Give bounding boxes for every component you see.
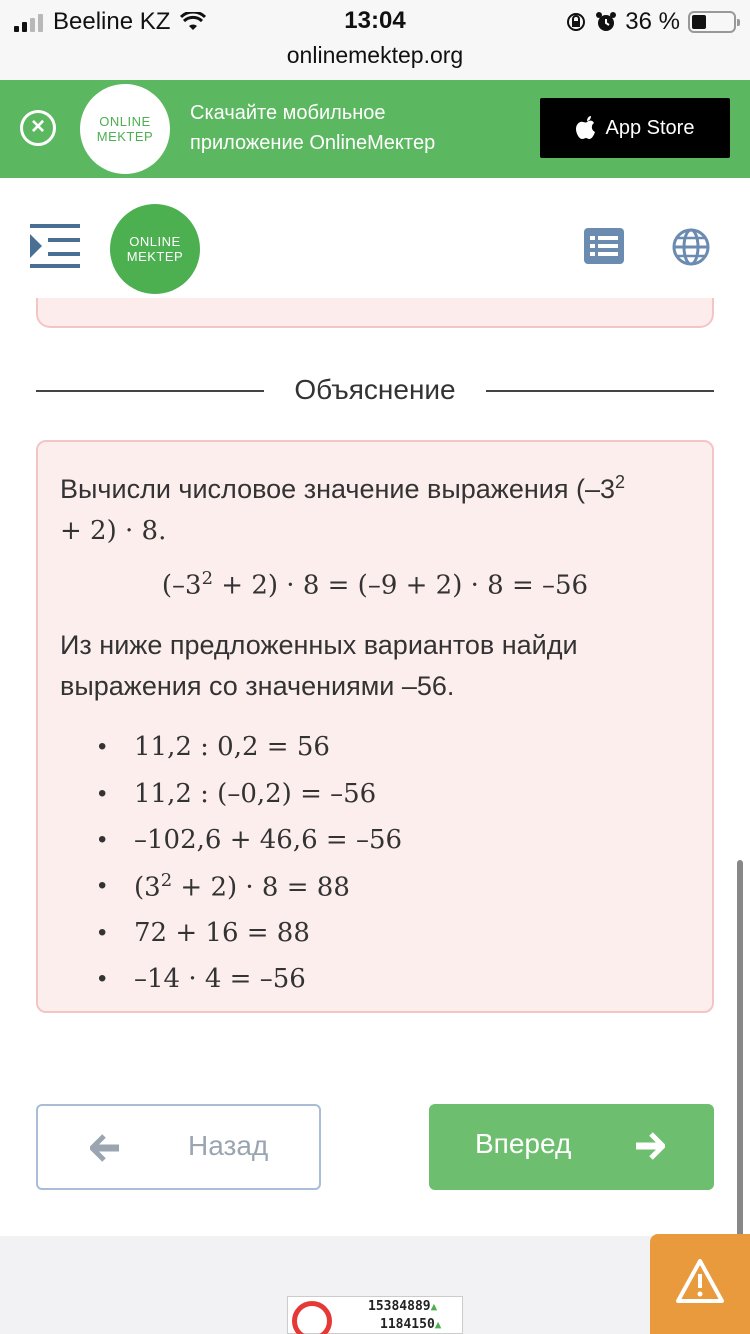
option-part-a: (3 bbox=[134, 872, 161, 903]
menu-icon[interactable] bbox=[30, 222, 80, 270]
back-button[interactable] bbox=[36, 1104, 321, 1190]
visit-counter bbox=[287, 1296, 463, 1334]
task-text: Вычисли числовое значение выражения (–3 bbox=[60, 474, 616, 504]
explanation-task bbox=[60, 462, 690, 552]
battery-icon bbox=[688, 11, 736, 33]
list-item bbox=[98, 770, 658, 816]
warning-icon bbox=[675, 1258, 725, 1304]
report-button[interactable] bbox=[650, 1234, 750, 1334]
divider-right bbox=[486, 390, 714, 392]
app-store-button[interactable] bbox=[540, 98, 730, 158]
back-label: Назад bbox=[188, 1130, 269, 1161]
list-item bbox=[98, 724, 658, 770]
list-item bbox=[98, 817, 658, 863]
formula-exponent: 2 bbox=[201, 568, 214, 589]
option-part-b: + 2) · 8 = 88 bbox=[172, 872, 350, 903]
formula-part-b: + 2) · 8 = (–9 + 2) · 8 = –56 bbox=[213, 570, 589, 601]
counter-value2: 1184150 bbox=[380, 1317, 435, 1332]
carrier-name: Beeline KZ bbox=[53, 8, 171, 35]
status-bar bbox=[0, 0, 750, 80]
list-item bbox=[98, 863, 658, 909]
explanation-box bbox=[36, 440, 714, 1013]
promo-text-line2: приложение OnlineMeктep bbox=[190, 132, 436, 154]
solution-formula bbox=[38, 568, 712, 601]
main-content bbox=[0, 318, 750, 1236]
logo-line2: MEKTEP bbox=[96, 129, 154, 144]
promo-text bbox=[190, 98, 510, 158]
logo-line1: ONLINE bbox=[99, 114, 151, 129]
app-promo-banner bbox=[0, 80, 750, 178]
clock: 13:04 bbox=[344, 7, 406, 34]
logo-line2: MEKTEP bbox=[126, 249, 184, 264]
battery-percent: 36 % bbox=[625, 8, 680, 35]
task-exponent: 2 bbox=[615, 472, 626, 492]
next-button[interactable] bbox=[429, 1104, 714, 1190]
apple-icon bbox=[576, 115, 598, 141]
list-icon[interactable] bbox=[584, 228, 624, 264]
alarm-icon bbox=[595, 11, 617, 33]
formula-part-a: (–3 bbox=[161, 570, 202, 601]
option-text: • –102,6 + 46,6 = –56 bbox=[134, 824, 403, 855]
section-title: Объяснение bbox=[294, 374, 456, 405]
site-header bbox=[0, 178, 750, 318]
answer-options-list bbox=[98, 724, 658, 1002]
task-math: + 2) · 8. bbox=[60, 516, 167, 546]
option-text: • 11,2 : (–0,2) = –56 bbox=[134, 778, 377, 809]
promo-logo bbox=[80, 84, 170, 174]
site-logo[interactable] bbox=[110, 204, 200, 294]
option-text: • –14 · 4 = –56 bbox=[134, 964, 306, 995]
counter-line1: 15384889▲ bbox=[368, 1299, 438, 1314]
logo-line1: ONLINE bbox=[129, 234, 181, 249]
option-exponent: 2 bbox=[160, 870, 173, 892]
status-right bbox=[565, 8, 736, 36]
next-label: Вперед bbox=[475, 1128, 572, 1159]
option-text: • 11,2 : 0,2 = 56 bbox=[134, 732, 330, 763]
divider-left bbox=[36, 390, 264, 392]
scrollbar[interactable] bbox=[737, 860, 743, 1240]
url-bar[interactable]: onlinemektep.org bbox=[286, 42, 464, 68]
list-item bbox=[98, 910, 658, 956]
rotation-lock-icon bbox=[565, 11, 587, 33]
promo-text-line1: Скачайте мобильное bbox=[190, 102, 386, 124]
option-text: • 72 + 16 = 88 bbox=[134, 917, 310, 948]
list-item bbox=[98, 956, 658, 1002]
globe-icon[interactable] bbox=[672, 228, 710, 266]
app-store-label: App Store bbox=[605, 116, 695, 139]
option-text bbox=[134, 870, 350, 903]
previous-answer-box bbox=[36, 298, 714, 328]
arrow-right-icon bbox=[635, 1132, 665, 1160]
explanation-instruction: Из ниже предложенных вариантов найди выражения со значениями –56. bbox=[60, 630, 578, 701]
close-icon[interactable]: × bbox=[20, 110, 56, 146]
counter-line2: 1184150▲ bbox=[380, 1317, 442, 1332]
counter-logo bbox=[292, 1301, 332, 1334]
arrow-left-icon bbox=[90, 1134, 120, 1162]
counter-value1: 15384889 bbox=[368, 1299, 431, 1314]
